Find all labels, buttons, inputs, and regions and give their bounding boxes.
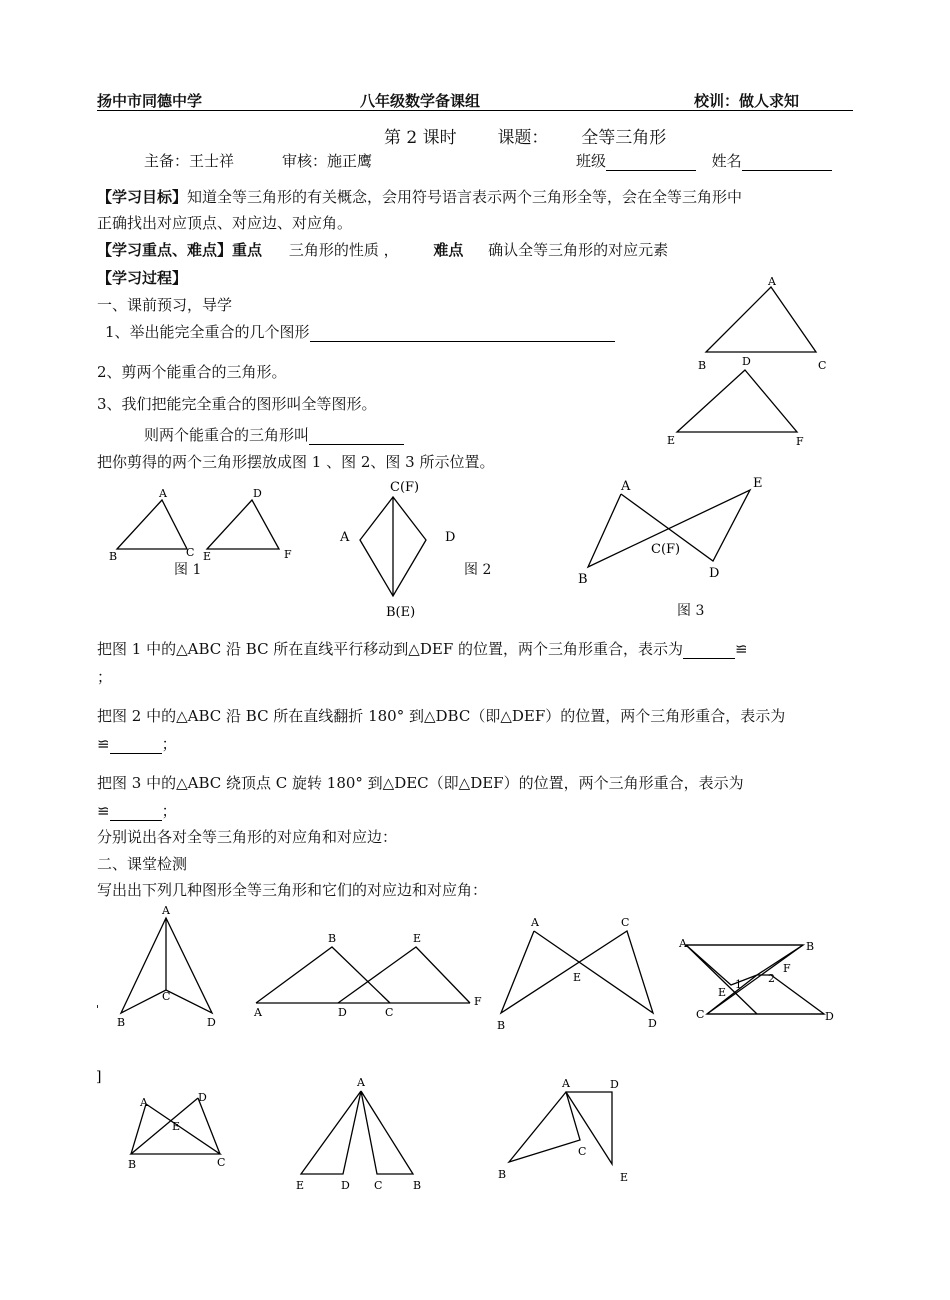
svg-text:B: B: [578, 572, 588, 587]
svg-text:B: B: [497, 1019, 506, 1032]
q3b-answer-blank[interactable]: [309, 444, 404, 445]
svg-text:2: 2: [768, 972, 775, 985]
label-C: C: [818, 359, 827, 372]
transform-3: 把图 3 中的△ABC 绕顶点 C 旋转 180° 到△DEC（即△DEF）的位置，两个三角形重合，表示为: [97, 774, 744, 792]
objectives-line1: 【学习目标】知道全等三角形的有关概念，会用符号语言表示两个三角形全等，会在全等三角形中: [97, 188, 743, 206]
fig2-kite: [360, 497, 426, 596]
transform-1: 把图 1 中的△ABC 沿 BC 所在直线平行移动到△DEF 的位置，两个三角形重合，表示为 ≌: [97, 640, 748, 658]
school-motto: 校训：做人求知: [694, 92, 800, 110]
svg-text:C(F): C(F): [390, 480, 420, 495]
transform-4: 分别说出各对全等三角形的对应角和对应边：: [97, 828, 398, 846]
svg-text:D: D: [709, 566, 720, 581]
svg-text:B: B: [413, 1179, 422, 1192]
svg-text:C: C: [186, 546, 195, 559]
school-name: 扬中市同德中学: [97, 92, 203, 110]
label-A: A: [768, 275, 776, 288]
svg-text:D: D: [825, 1010, 834, 1023]
t1-blank[interactable]: [683, 658, 735, 659]
stray-mark-1: ': [96, 1003, 100, 1016]
triangle-abc: [706, 287, 816, 352]
svg-text:B: B: [328, 932, 337, 945]
svg-text:D: D: [198, 1091, 207, 1104]
section2-prompt: 写出出下列几种图形全等三角形和它们的对应边和对应角：: [97, 881, 488, 899]
svg-text:C: C: [621, 916, 630, 929]
lesson-topic-label: 课题：: [497, 128, 549, 148]
header-rule: [97, 110, 853, 111]
svg-text:D: D: [648, 1017, 657, 1030]
svg-text:B(E): B(E): [386, 605, 416, 620]
transform-2-blank: ≌ ；: [97, 735, 177, 753]
lesson-title: [384, 123, 666, 148]
check-fig7: [509, 1092, 612, 1164]
svg-text:C: C: [162, 990, 171, 1003]
svg-text:A: A: [159, 487, 167, 500]
triangle-def: [677, 370, 797, 432]
preparer: 主备：王士祥: [144, 152, 235, 170]
class-label: 班级: [576, 152, 607, 170]
section1-title: 一、课前预习，导学: [97, 296, 233, 314]
check-fig4: [686, 945, 824, 1014]
svg-text:A: A: [254, 1006, 262, 1019]
svg-text:A: A: [531, 916, 539, 929]
check-fig5: [131, 1098, 220, 1154]
svg-text:D: D: [445, 530, 456, 545]
fig2-caption: 图 2: [464, 562, 492, 578]
check-fig6: [301, 1091, 413, 1174]
svg-text:F: F: [783, 962, 791, 975]
fig3-caption: 图 3: [677, 603, 705, 619]
svg-text:A: A: [621, 479, 631, 494]
check-fig2: [256, 947, 390, 1003]
svg-text:C: C: [374, 1179, 383, 1192]
process-label: 【学习过程】: [97, 269, 188, 287]
q1-answer-blank[interactable]: [310, 341, 615, 342]
fig1-triangle-abc: [117, 500, 187, 549]
stray-mark-2: ]: [96, 1069, 102, 1085]
reviewer: 审核：施正鹰: [282, 152, 373, 170]
svg-text:1: 1: [735, 978, 742, 991]
svg-text:B: B: [806, 940, 815, 953]
svg-text:B: B: [109, 550, 118, 563]
fig1-triangle-def: [207, 500, 279, 549]
svg-text:E: E: [296, 1179, 305, 1192]
svg-text:E: E: [620, 1171, 629, 1184]
q1: 1、举出能完全重合的几个图形: [105, 322, 615, 342]
name-label: 姓名: [711, 152, 742, 170]
check-fig3: [501, 931, 653, 1013]
section2-title: 二、课堂检测: [97, 855, 188, 873]
lesson-topic: 全等三角形: [581, 128, 667, 148]
svg-text:E: E: [718, 986, 727, 999]
label-B: B: [698, 359, 707, 372]
transform-1-end: ；: [97, 668, 113, 686]
lesson-period: 第 2 课时: [384, 128, 457, 148]
class-field[interactable]: [576, 151, 832, 171]
group-name: 八年级数学备课组: [360, 92, 481, 110]
svg-text:C(F): C(F): [651, 542, 681, 557]
fig1-caption: 图 1: [174, 562, 202, 578]
svg-text:C: C: [578, 1145, 587, 1158]
objectives-line2: 正确找出对应顶点、对应边、对应角。: [97, 214, 353, 232]
svg-text:E: E: [573, 971, 582, 984]
svg-text:D: D: [253, 487, 262, 500]
svg-text:A: A: [357, 1076, 365, 1089]
key-label: 重点: [232, 241, 263, 259]
svg-text:A: A: [679, 937, 687, 950]
svg-text:C: C: [696, 1008, 705, 1021]
label-F: F: [796, 435, 804, 448]
svg-text:D: D: [338, 1006, 347, 1019]
svg-text:B: B: [128, 1158, 137, 1171]
svg-text:F: F: [474, 995, 482, 1008]
q3b: 则两个能重合的三角形叫: [144, 425, 404, 445]
objectives-label: 【学习目标】: [97, 188, 188, 206]
q3: 3、我们把能完全重合的图形叫全等图形。: [97, 395, 377, 413]
svg-text:A: A: [562, 1077, 570, 1090]
svg-text:C: C: [385, 1006, 394, 1019]
q2: 2、剪两个能重合的三角形。: [97, 363, 287, 381]
svg-text:E: E: [753, 476, 763, 491]
svg-text:A: A: [162, 904, 170, 917]
fig3-bowtie: [588, 490, 750, 567]
focus-line: 【学习重点、难点】重点 三角形的性质 ， 难点 确认全等三角形的对应元素: [97, 241, 669, 259]
svg-text:A: A: [140, 1096, 148, 1109]
svg-text:D: D: [610, 1078, 619, 1091]
svg-text:F: F: [284, 548, 292, 561]
svg-text:D: D: [207, 1016, 216, 1029]
svg-text:B: B: [117, 1016, 126, 1029]
svg-text:E: E: [172, 1120, 181, 1133]
label-E: E: [667, 434, 676, 447]
svg-text:E: E: [203, 550, 212, 563]
check-fig1: [121, 918, 212, 1013]
transform-3-blank: ≌ ；: [97, 802, 177, 820]
svg-text:A: A: [340, 530, 350, 545]
transform-2: 把图 2 中的△ABC 沿 BC 所在直线翻折 180° 到△DBC（即△DEF）的位置，两个三角形重合，表示为: [97, 707, 786, 725]
q4: 把你剪得的两个三角形摆放成图 1 、图 2、图 3 所示位置。: [97, 453, 495, 471]
svg-text:C: C: [217, 1156, 226, 1169]
svg-text:D: D: [341, 1179, 350, 1192]
svg-text:B: B: [498, 1168, 507, 1181]
label-D: D: [742, 355, 751, 368]
svg-text:E: E: [413, 932, 422, 945]
hard-label: 难点: [433, 241, 464, 259]
